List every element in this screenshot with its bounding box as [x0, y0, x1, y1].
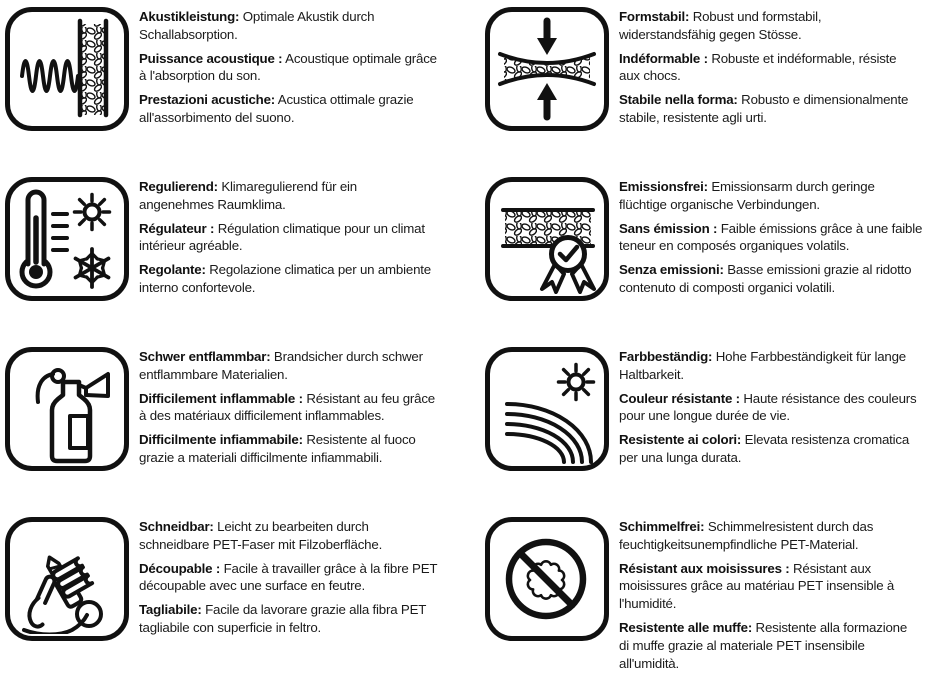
- entry-label: Puissance acoustique :: [139, 50, 283, 66]
- feature-flame-retardant: [0, 340, 468, 510]
- entry-text: Faible émissions grâce à une faible teneur en composés organiques volatils.: [619, 220, 923, 254]
- entry-text: Schimmelresistent durch das feuchtigkeitsunempfindliche PET-Material.: [619, 519, 874, 552]
- entry-text: Elevata resistenza cromatica per una lunga durata.: [619, 432, 910, 465]
- entry-text: Robust und formstabil, widerstandsfähig gegen Stösse.: [619, 9, 822, 42]
- rainbow-arcs: [507, 404, 591, 462]
- feature-texts: [619, 345, 932, 473]
- entry-label: Senza emissioni:: [619, 262, 724, 278]
- entry-label: Résistant aux moisissures :: [619, 560, 790, 576]
- feature-acoustic: [0, 0, 468, 170]
- entry-text: Hohe Farbbeständigkeit für lange Haltbarkeit.: [619, 349, 906, 382]
- entry-text: Acoustique optimale grâce à l'absorption du son.: [139, 50, 437, 84]
- sun-glyph: [75, 195, 110, 230]
- entry-de: [139, 348, 464, 384]
- entry-label: Tagliabile:: [139, 602, 202, 618]
- entry-it: [139, 431, 464, 467]
- entry-text: Klimaregulierend für ein angenehmes Raumklima.: [139, 179, 358, 212]
- feature-texts: [619, 175, 932, 303]
- entry-fr: [139, 50, 464, 86]
- entry-text: Basse emissioni grazie al ridotto contenuto di composti organici volatili.: [619, 262, 912, 295]
- entry-label: Difficilmente infiammabile:: [139, 432, 303, 448]
- entry-label: Sans émission :: [619, 220, 718, 236]
- feature-cuttable: [0, 510, 468, 680]
- entry-text: Haute résistance des couleurs pour une longue durée de vie.: [619, 390, 917, 424]
- entry-label: Découpable :: [139, 560, 221, 576]
- entry-label: Akustikleistung:: [139, 9, 240, 24]
- entry-de: [619, 518, 932, 554]
- feature-shape-stable: [468, 0, 936, 170]
- entry-text: Emissionsarm durch geringe flüchtige organische Verbindungen.: [619, 179, 875, 212]
- entry-fr: [619, 560, 932, 613]
- entry-text: Acustica ottimale grazie all'assorbimento del suono.: [139, 92, 414, 125]
- feature-texts: [139, 175, 464, 303]
- feature-emission-free: [468, 170, 936, 340]
- entry-de: [139, 8, 464, 44]
- snowflake-glyph: [73, 249, 111, 287]
- entry-fr: [139, 560, 464, 596]
- entry-label: Formstabil:: [619, 9, 690, 24]
- entry-text: Facile à travailler grâce à la fibre PET découpable avec une surface en feutre.: [139, 560, 438, 594]
- entry-it: [619, 431, 932, 467]
- entry-text: Résistant au feu grâce à des matériaux difficilement inflammables.: [139, 390, 435, 424]
- entry-text: Regolazione climatica per un ambiente interno confortevole.: [139, 262, 431, 295]
- entry-label: Couleur résistante :: [619, 390, 740, 406]
- entry-label: Emissionsfrei:: [619, 179, 708, 194]
- entry-text: Brandsicher durch schwer entflammbare Materialien.: [139, 349, 423, 382]
- entry-label: Régulateur :: [139, 220, 215, 236]
- climate-regulation-icon: [5, 177, 129, 301]
- feature-texts: [139, 515, 464, 643]
- sound-absorption-icon: [5, 7, 129, 131]
- entry-label: Schneidbar:: [139, 519, 214, 534]
- hand-cutter-knife-icon: [5, 517, 129, 641]
- entry-label: Farbbeständig:: [619, 349, 713, 364]
- feature-regulating: [0, 170, 468, 340]
- fire-extinguisher-icon: [5, 347, 129, 471]
- entry-fr: [619, 220, 932, 256]
- entry-label: Resistente alle muffe:: [619, 619, 753, 635]
- entry-it: [619, 619, 932, 672]
- entry-text: Robuste et indéformable, résiste aux chocs.: [619, 50, 897, 84]
- entry-text: Régulation climatique pour un climat intérieur agréable.: [139, 220, 425, 254]
- entry-text: Facile da lavorare grazie alla fibra PET tagliabile con superficie in feltro.: [139, 602, 427, 635]
- feature-texts: [619, 5, 932, 133]
- feature-texts: [139, 345, 464, 473]
- entry-it: [619, 91, 932, 127]
- entry-de: [619, 178, 932, 214]
- entry-de: [139, 178, 464, 214]
- entry-fr: [619, 390, 932, 426]
- entry-de: [619, 8, 932, 44]
- entry-label: Difficilement inflammable :: [139, 390, 303, 406]
- entry-fr: [139, 220, 464, 256]
- entry-text: Resistente al fuoco grazie a materiali difficilmente infiammabili.: [139, 432, 416, 465]
- feature-texts: [619, 515, 932, 678]
- entry-label: Schimmelfrei:: [619, 519, 705, 534]
- entry-it: [619, 261, 932, 297]
- entry-label: Regolante:: [139, 262, 206, 278]
- entry-label: Indéformable :: [619, 50, 708, 66]
- entry-fr: [139, 390, 464, 426]
- sun-glyph: [559, 365, 594, 400]
- entry-it: [139, 601, 464, 637]
- entry-text: Optimale Akustik durch Schallabsorption.: [139, 9, 375, 42]
- entry-label: Regulierend:: [139, 179, 218, 194]
- entry-text: Résistant aux moisissures grâce au matériau PET insensible à l'humidité.: [619, 560, 895, 612]
- no-mold-icon: [485, 517, 609, 641]
- color-fastness-rainbow-sun-icon: [485, 347, 609, 471]
- entry-text: Robusto e dimensionalmente stabile, resistente agli urti.: [619, 92, 909, 125]
- feature-colorfast: [468, 340, 936, 510]
- low-emission-certificate-icon: [485, 177, 609, 301]
- entry-it: [139, 261, 464, 297]
- entry-label: Stabile nella forma:: [619, 92, 738, 108]
- entry-de: [619, 348, 932, 384]
- feature-texts: [139, 5, 464, 133]
- thermometer-ticks: [53, 214, 67, 250]
- entry-de: [139, 518, 464, 554]
- entry-fr: [619, 50, 932, 86]
- entry-text: Resistente alla formazione di muffe grazie al materiale PET insensibile all'umidità.: [619, 619, 908, 671]
- entry-label: Schwer entflammbar:: [139, 349, 271, 364]
- entry-label: Prestazioni acustiche:: [139, 92, 276, 108]
- entry-it: [139, 91, 464, 127]
- entry-text: Leicht zu bearbeiten durch schneidbare PET-Faser mit Filzoberfläche.: [139, 519, 383, 552]
- entry-label: Resistente ai colori:: [619, 432, 742, 448]
- feature-mold-free: [468, 510, 936, 680]
- compression-resistance-icon: [485, 7, 609, 131]
